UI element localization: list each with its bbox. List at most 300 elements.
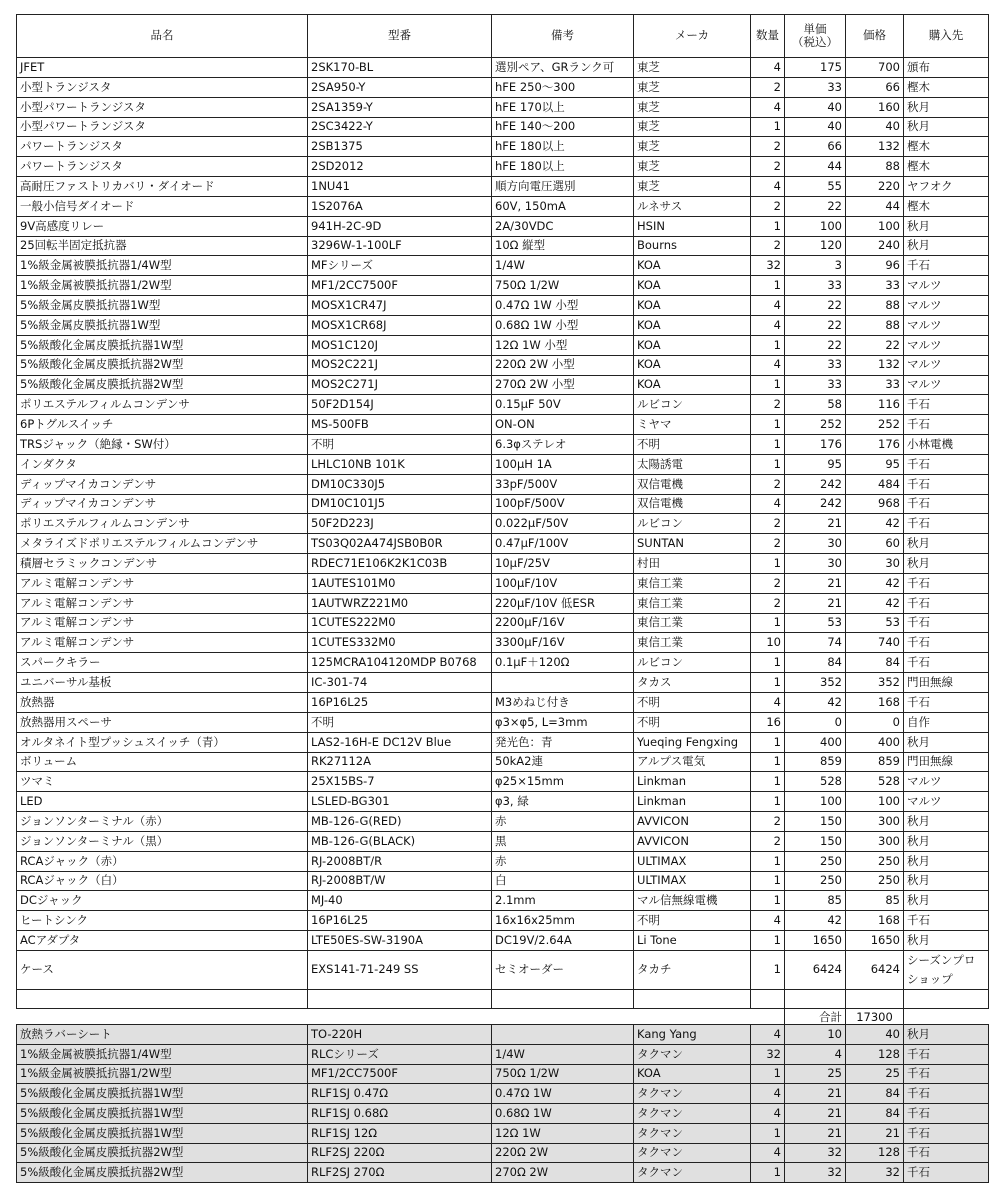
- cell-note: 赤: [492, 812, 634, 832]
- cell-unit-price: 33: [785, 375, 846, 395]
- cell-unit-price: 6424: [785, 950, 846, 989]
- cell-name: 5%級酸化金属皮膜抵抗器1W型: [17, 335, 308, 355]
- cell-price: 40: [846, 117, 904, 137]
- additional-parts-table: [16, 1024, 989, 1183]
- cell-name: 小型パワートランジスタ: [17, 117, 308, 137]
- cell-note: [492, 673, 634, 693]
- cell-price: 42: [846, 593, 904, 613]
- cell-note: 750Ω 1/2W: [492, 276, 634, 296]
- cell-note: 発光色：青: [492, 732, 634, 752]
- cell-model: 1CUTES332M0: [308, 633, 492, 653]
- cell-unit-price: 352: [785, 673, 846, 693]
- cell-maker: KOA: [634, 276, 751, 296]
- cell-qty: 4: [751, 58, 785, 78]
- cell-qty: 1: [751, 792, 785, 812]
- additional-parts-row: [17, 1163, 989, 1183]
- cell-model: 2SK170-BL: [308, 58, 492, 78]
- parts-row: [17, 950, 989, 989]
- cell-name: ACアダプタ: [17, 931, 308, 951]
- cell-model: 不明: [308, 712, 492, 732]
- parts-row: [17, 276, 989, 296]
- cell-shop: 千石: [904, 256, 989, 276]
- cell-price: 1650: [846, 931, 904, 951]
- parts-row: [17, 891, 989, 911]
- cell-model: 不明: [308, 435, 492, 455]
- cell-note: 2200μF/16V: [492, 613, 634, 633]
- cell-unit-price: 176: [785, 435, 846, 455]
- cell-price: 84: [846, 1084, 904, 1104]
- cell-shop: 千石: [904, 494, 989, 514]
- cell-shop: 秋月: [904, 812, 989, 832]
- parts-row: [17, 315, 989, 335]
- cell-note: 0.1μF＋120Ω: [492, 653, 634, 673]
- cell-note: 100pF/500V: [492, 494, 634, 514]
- cell-name: ヒートシンク: [17, 911, 308, 931]
- header-qty: 数量: [751, 15, 785, 58]
- parts-row: [17, 415, 989, 435]
- cell-note: 33pF/500V: [492, 474, 634, 494]
- cell-model: 3296W-1-100LF: [308, 236, 492, 256]
- cell-model: DM10C101J5: [308, 494, 492, 514]
- cell-price: 740: [846, 633, 904, 653]
- cell-shop: マルツ: [904, 315, 989, 335]
- parts-row: [17, 792, 989, 812]
- cell-model: 2SA950-Y: [308, 77, 492, 97]
- cell-price: 300: [846, 812, 904, 832]
- cell-model: LTE50ES-SW-3190A: [308, 931, 492, 951]
- cell-unit-price: 100: [785, 792, 846, 812]
- cell-shop: 千石: [904, 693, 989, 713]
- cell-qty: 1: [751, 950, 785, 989]
- cell-price: 168: [846, 693, 904, 713]
- cell-price: 88: [846, 315, 904, 335]
- cell-price: 352: [846, 673, 904, 693]
- cell-model: RLF1SJ 12Ω: [308, 1123, 492, 1143]
- cell-unit-price: 150: [785, 812, 846, 832]
- cell-unit-price: 33: [785, 77, 846, 97]
- cell-qty: 1: [751, 673, 785, 693]
- cell-note: 60V, 150mA: [492, 196, 634, 216]
- cell-maker: KOA: [634, 355, 751, 375]
- cell-model: 2SA1359-Y: [308, 97, 492, 117]
- cell-model: MF1/2CC7500F: [308, 276, 492, 296]
- cell-shop: 千石: [904, 514, 989, 534]
- cell-name: パワートランジスタ: [17, 137, 308, 157]
- cell-model: MB-126-G(RED): [308, 812, 492, 832]
- cell-model: RK27112A: [308, 752, 492, 772]
- parts-row: [17, 435, 989, 455]
- cell-shop: 樫木: [904, 157, 989, 177]
- cell-unit-price: 53: [785, 613, 846, 633]
- cell-model: MFシリーズ: [308, 256, 492, 276]
- cell-price: 84: [846, 653, 904, 673]
- cell-note: hFE 180以上: [492, 157, 634, 177]
- cell-maker: 東芝: [634, 157, 751, 177]
- cell-unit-price: 21: [785, 514, 846, 534]
- cell-name: DCジャック: [17, 891, 308, 911]
- cell-qty: 2: [751, 236, 785, 256]
- cell-shop: 千石: [904, 395, 989, 415]
- cell-qty: 2: [751, 196, 785, 216]
- cell-maker: Yueqing Fengxing: [634, 732, 751, 752]
- cell-qty: 16: [751, 712, 785, 732]
- parts-row: [17, 633, 989, 653]
- cell-qty: 4: [751, 1084, 785, 1104]
- cell-qty: 2: [751, 831, 785, 851]
- cell-name: 5%級酸化金属皮膜抵抗器1W型: [17, 1084, 308, 1104]
- cell-shop: マルツ: [904, 276, 989, 296]
- cell-name: 5%級酸化金属皮膜抵抗器2W型: [17, 375, 308, 395]
- cell-name: 6Pトグルスイッチ: [17, 415, 308, 435]
- cell-maker: 太陽誘電: [634, 454, 751, 474]
- cell-model: 1NU41: [308, 177, 492, 197]
- cell-shop: 千石: [904, 1104, 989, 1124]
- cell-shop: 小林電機: [904, 435, 989, 455]
- cell-shop: 秋月: [904, 554, 989, 574]
- cell-shop: 千石: [904, 1143, 989, 1163]
- cell-shop: 千石: [904, 573, 989, 593]
- cell-model: RLF1SJ 0.68Ω: [308, 1104, 492, 1124]
- cell-name: ジョンソンターミナル（黒）: [17, 831, 308, 851]
- cell-maker: AVVICON: [634, 831, 751, 851]
- cell-qty: 1: [751, 276, 785, 296]
- total-label: 合計: [785, 1008, 846, 1027]
- cell-name: 1%級金属被膜抵抗器1/2W型: [17, 276, 308, 296]
- cell-unit-price: 22: [785, 335, 846, 355]
- cell-price: 0: [846, 712, 904, 732]
- cell-name: 放熱器: [17, 693, 308, 713]
- cell-maker: 東信工業: [634, 593, 751, 613]
- cell-price: 33: [846, 375, 904, 395]
- cell-shop: 千石: [904, 1084, 989, 1104]
- cell-shop: 門田無線: [904, 752, 989, 772]
- cell-shop: 千石: [904, 1044, 989, 1064]
- total-value: 17300: [846, 1008, 904, 1027]
- cell-shop: 秋月: [904, 534, 989, 554]
- cell-qty: 2: [751, 137, 785, 157]
- cell-unit-price: 30: [785, 534, 846, 554]
- cell-name: 5%級酸化金属皮膜抵抗器2W型: [17, 355, 308, 375]
- cell-note: 750Ω 1/2W: [492, 1064, 634, 1084]
- cell-unit-price: 44: [785, 157, 846, 177]
- additional-parts-row: [17, 1084, 989, 1104]
- cell-unit-price: 33: [785, 276, 846, 296]
- cell-name: ボリューム: [17, 752, 308, 772]
- cell-note: 50kA2連: [492, 752, 634, 772]
- cell-note: 220Ω 2W: [492, 1143, 634, 1163]
- cell-shop: 秋月: [904, 732, 989, 752]
- parts-row: [17, 693, 989, 713]
- header-unit-price: [785, 15, 846, 58]
- cell-qty: 4: [751, 1025, 785, 1045]
- cell-price: 968: [846, 494, 904, 514]
- cell-qty: 1: [751, 375, 785, 395]
- cell-name: JFET: [17, 58, 308, 78]
- cell-model: LHLC10NB 101K: [308, 454, 492, 474]
- cell-price: 250: [846, 871, 904, 891]
- cell-model: TS03Q02A474JSB0B0R: [308, 534, 492, 554]
- cell-model: MOS1C120J: [308, 335, 492, 355]
- cell-maker: KOA: [634, 296, 751, 316]
- cell-note: 16x16x25mm: [492, 911, 634, 931]
- cell-unit-price: 21: [785, 1084, 846, 1104]
- cell-price: 168: [846, 911, 904, 931]
- cell-maker: ルネサス: [634, 196, 751, 216]
- cell-unit-price: 175: [785, 58, 846, 78]
- cell-unit-price: 10: [785, 1025, 846, 1045]
- additional-parts-row: [17, 1025, 989, 1045]
- cell-model: RJ-2008BT/W: [308, 871, 492, 891]
- cell-note: 12Ω 1W: [492, 1123, 634, 1143]
- cell-name: 1%級金属被膜抵抗器1/2W型: [17, 1064, 308, 1084]
- blank-cell: [634, 989, 751, 1008]
- cell-qty: 2: [751, 474, 785, 494]
- cell-unit-price: 33: [785, 355, 846, 375]
- cell-price: 42: [846, 573, 904, 593]
- cell-qty: 2: [751, 514, 785, 534]
- cell-name: ディップマイカコンデンサ: [17, 474, 308, 494]
- cell-maker: ルビコン: [634, 395, 751, 415]
- header-model: 型番: [308, 15, 492, 58]
- additional-parts-row: [17, 1143, 989, 1163]
- cell-model: 16P16L25: [308, 911, 492, 931]
- cell-price: 240: [846, 236, 904, 256]
- cell-unit-price: 22: [785, 196, 846, 216]
- cell-maker: 東芝: [634, 77, 751, 97]
- cell-shop: 秋月: [904, 891, 989, 911]
- header-maker: メーカ: [634, 15, 751, 58]
- parts-row: [17, 117, 989, 137]
- cell-model: EXS141-71-249 SS: [308, 950, 492, 989]
- cell-name: アルミ電解コンデンサ: [17, 613, 308, 633]
- cell-qty: 1: [751, 871, 785, 891]
- cell-note: 黒: [492, 831, 634, 851]
- parts-row: [17, 712, 989, 732]
- cell-unit-price: 1650: [785, 931, 846, 951]
- cell-unit-price: 95: [785, 454, 846, 474]
- cell-note: hFE 140～200: [492, 117, 634, 137]
- cell-maker: Li Tone: [634, 931, 751, 951]
- cell-maker: 東芝: [634, 97, 751, 117]
- parts-row: [17, 296, 989, 316]
- cell-shop: マルツ: [904, 296, 989, 316]
- parts-row: [17, 375, 989, 395]
- cell-name: オルタネイト型プッシュスイッチ（青）: [17, 732, 308, 752]
- cell-maker: タクマン: [634, 1044, 751, 1064]
- cell-unit-price: 85: [785, 891, 846, 911]
- cell-model: RDEC71E106K2K1C03B: [308, 554, 492, 574]
- cell-price: 700: [846, 58, 904, 78]
- header-price: 価格: [846, 15, 904, 58]
- cell-model: RLF1SJ 0.47Ω: [308, 1084, 492, 1104]
- cell-unit-price: 242: [785, 494, 846, 514]
- cell-model: MS-500FB: [308, 415, 492, 435]
- cell-price: 85: [846, 891, 904, 911]
- cell-shop: 千石: [904, 593, 989, 613]
- cell-note: hFE 180以上: [492, 137, 634, 157]
- cell-qty: 32: [751, 256, 785, 276]
- cell-maker: タカチ: [634, 950, 751, 989]
- cell-shop: 千石: [904, 653, 989, 673]
- cell-unit-price: 42: [785, 693, 846, 713]
- cell-price: 484: [846, 474, 904, 494]
- parts-row: [17, 196, 989, 216]
- cell-qty: 2: [751, 395, 785, 415]
- cell-note: hFE 250～300: [492, 77, 634, 97]
- cell-unit-price: 400: [785, 732, 846, 752]
- cell-shop: シーズンプロショップ: [904, 950, 989, 989]
- cell-note: φ3×φ5, L=3mm: [492, 712, 634, 732]
- cell-model: MOSX1CR68J: [308, 315, 492, 335]
- cell-unit-price: 250: [785, 871, 846, 891]
- cell-name: ポリエステルフィルムコンデンサ: [17, 395, 308, 415]
- cell-model: 50F2D223J: [308, 514, 492, 534]
- cell-name: 9V高感度リレー: [17, 216, 308, 236]
- cell-note: 220Ω 2W 小型: [492, 355, 634, 375]
- cell-unit-price: 242: [785, 474, 846, 494]
- cell-note: 0.47Ω 1W: [492, 1084, 634, 1104]
- cell-qty: 1: [751, 653, 785, 673]
- cell-price: 21: [846, 1123, 904, 1143]
- cell-note: 選別ペア、GRランク可: [492, 58, 634, 78]
- parts-row: [17, 454, 989, 474]
- cell-unit-price: 66: [785, 137, 846, 157]
- cell-shop: 秋月: [904, 931, 989, 951]
- cell-price: 100: [846, 216, 904, 236]
- cell-maker: 東信工業: [634, 573, 751, 593]
- cell-shop: 秋月: [904, 97, 989, 117]
- cell-model: TO-220H: [308, 1025, 492, 1045]
- blank-cell: [17, 989, 308, 1008]
- cell-model: MOS2C271J: [308, 375, 492, 395]
- cell-model: 50F2D154J: [308, 395, 492, 415]
- cell-maker: ULTIMAX: [634, 871, 751, 891]
- cell-shop: 秋月: [904, 216, 989, 236]
- additional-parts-body: [17, 1025, 989, 1183]
- cell-price: 96: [846, 256, 904, 276]
- cell-model: LAS2-16H-E DC12V Blue: [308, 732, 492, 752]
- cell-note: セミオーダー: [492, 950, 634, 989]
- cell-maker: ULTIMAX: [634, 851, 751, 871]
- parts-row: [17, 673, 989, 693]
- cell-price: 528: [846, 772, 904, 792]
- cell-maker: 東信工業: [634, 633, 751, 653]
- cell-qty: 2: [751, 77, 785, 97]
- cell-shop: 樫木: [904, 137, 989, 157]
- parts-row: [17, 593, 989, 613]
- parts-row: [17, 851, 989, 871]
- parts-row: [17, 752, 989, 772]
- cell-unit-price: 42: [785, 911, 846, 931]
- cell-maker: 東芝: [634, 177, 751, 197]
- cell-name: 小型トランジスタ: [17, 77, 308, 97]
- cell-qty: 4: [751, 1104, 785, 1124]
- cell-maker: Linkman: [634, 772, 751, 792]
- cell-qty: 1: [751, 117, 785, 137]
- cell-price: 132: [846, 355, 904, 375]
- cell-qty: 1: [751, 435, 785, 455]
- cell-note: 白: [492, 871, 634, 891]
- parts-row: [17, 831, 989, 851]
- cell-unit-price: 252: [785, 415, 846, 435]
- parts-list-body: [17, 58, 989, 990]
- parts-row: [17, 871, 989, 891]
- cell-name: 放熱器用スペーサ: [17, 712, 308, 732]
- cell-note: φ25×15mm: [492, 772, 634, 792]
- cell-note: 10Ω 縦型: [492, 236, 634, 256]
- cell-qty: 1: [751, 1163, 785, 1183]
- cell-unit-price: 55: [785, 177, 846, 197]
- blank-cell: [904, 989, 989, 1008]
- cell-qty: 1: [751, 891, 785, 911]
- cell-model: MOSX1CR47J: [308, 296, 492, 316]
- additional-parts-row: [17, 1064, 989, 1084]
- blank-cell: [308, 989, 492, 1008]
- cell-maker: 不明: [634, 911, 751, 931]
- cell-name: LED: [17, 792, 308, 812]
- cell-price: 53: [846, 613, 904, 633]
- cell-model: LSLED-BG301: [308, 792, 492, 812]
- cell-unit-price: 22: [785, 315, 846, 335]
- cell-name: RCAジャック（赤）: [17, 851, 308, 871]
- parts-row: [17, 355, 989, 375]
- cell-qty: 1: [751, 216, 785, 236]
- cell-name: 放熱ラバーシート: [17, 1025, 308, 1045]
- cell-unit-price: 528: [785, 772, 846, 792]
- cell-shop: 千石: [904, 633, 989, 653]
- cell-note: φ3, 緑: [492, 792, 634, 812]
- cell-model: MB-126-G(BLACK): [308, 831, 492, 851]
- cell-qty: 1: [751, 613, 785, 633]
- parts-row: [17, 613, 989, 633]
- cell-maker: ルビコン: [634, 514, 751, 534]
- cell-name: ディップマイカコンデンサ: [17, 494, 308, 514]
- cell-note: hFE 170以上: [492, 97, 634, 117]
- cell-model: 25X15BS-7: [308, 772, 492, 792]
- parts-row: [17, 58, 989, 78]
- cell-shop: 千石: [904, 415, 989, 435]
- cell-maker: 不明: [634, 435, 751, 455]
- cell-maker: 双信電機: [634, 494, 751, 514]
- cell-unit-price: 859: [785, 752, 846, 772]
- cell-shop: 千石: [904, 613, 989, 633]
- cell-qty: 2: [751, 593, 785, 613]
- cell-price: 25: [846, 1064, 904, 1084]
- parts-row: [17, 77, 989, 97]
- cell-note: 2A/30VDC: [492, 216, 634, 236]
- cell-qty: 2: [751, 812, 785, 832]
- cell-model: IC-301-74: [308, 673, 492, 693]
- cell-shop: 門田無線: [904, 673, 989, 693]
- parts-row: [17, 335, 989, 355]
- cell-unit-price: 0: [785, 712, 846, 732]
- parts-list-table: [16, 14, 989, 1028]
- cell-name: 小型パワートランジスタ: [17, 97, 308, 117]
- cell-note: [492, 1025, 634, 1045]
- cell-unit-price: 40: [785, 117, 846, 137]
- cell-price: 132: [846, 137, 904, 157]
- cell-price: 128: [846, 1143, 904, 1163]
- cell-unit-price: 40: [785, 97, 846, 117]
- cell-unit-price: 74: [785, 633, 846, 653]
- parts-row: [17, 772, 989, 792]
- cell-note: 0.022μF/50V: [492, 514, 634, 534]
- cell-note: 10μF/25V: [492, 554, 634, 574]
- cell-note: 12Ω 1W 小型: [492, 335, 634, 355]
- cell-price: 400: [846, 732, 904, 752]
- cell-note: 0.68Ω 1W: [492, 1104, 634, 1124]
- cell-price: 250: [846, 851, 904, 871]
